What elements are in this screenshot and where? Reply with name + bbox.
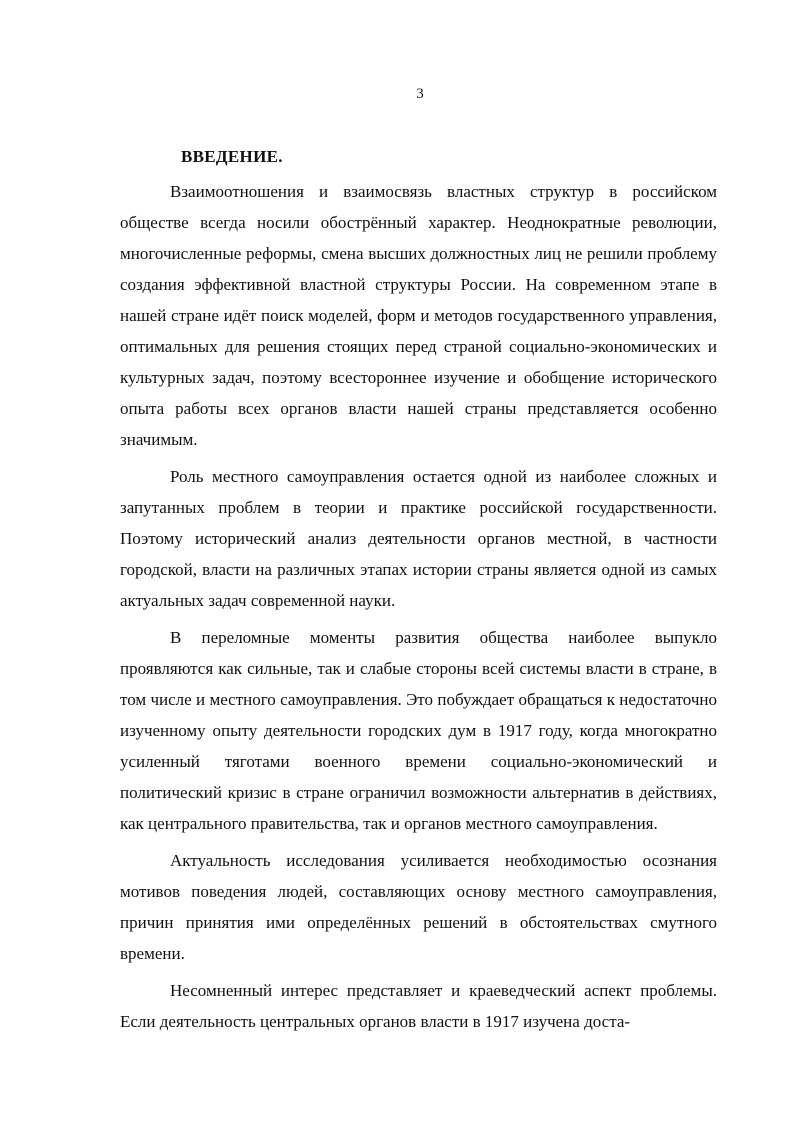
paragraph: Несомненный интерес представляет и краеведческий аспект проблемы. Если деятельность центральных органов власти в 1917 изучена доста- <box>120 981 717 1031</box>
page-number: 3 <box>416 86 424 102</box>
section-heading: ВВЕДЕНИЕ. <box>181 147 283 166</box>
paragraph: Актуальность исследования усиливается необходимостью осознания мотивов поведения людей, составляющих основу местного самоуправления, причин принятия ими определённых решений в обстоятельствах смутного времени. <box>120 851 717 963</box>
paragraph: Роль местного самоуправления остается одной из наиболее сложных и запутанных проблем в теории и практике российской государственности. Поэтому исторический анализ деятельности органов местной, в частности городской, власти на различных этапах истории страны является одной из самых актуальных задач современной науки. <box>120 467 717 610</box>
paragraph: Взаимоотношения и взаимосвязь властных структур в российском обществе всегда носили обострённый характер. Неоднократные революции, многочисленные реформы, смена высших должностных лиц не решили проблему создания эффективной властной структуры России. На современном этапе в нашей стране идёт поиск моделей, форм и методов государственного управления, оптимальных для решения стоящих перед страной социально-экономических и культурных задач, поэтому всестороннее изучение и обобщение исторического опыта работы всех органов власти нашей страны представляется особенно значимым. <box>120 182 717 449</box>
paragraph: В переломные моменты развития общества наиболее выпукло проявляются как сильные, так и слабые стороны всей системы власти в стране, в том числе и местного самоуправления. Это побуждает обращаться к недостаточно изученному опыту деятельности городских дум в 1917 году, когда многократно усиленный тяготами военного времени социально-экономический и политический кризис в стране ограничил возможности альтернатив в действиях, как центрального правительства, так и органов местного самоуправления. <box>120 628 717 833</box>
body-text <box>120 176 717 1043</box>
